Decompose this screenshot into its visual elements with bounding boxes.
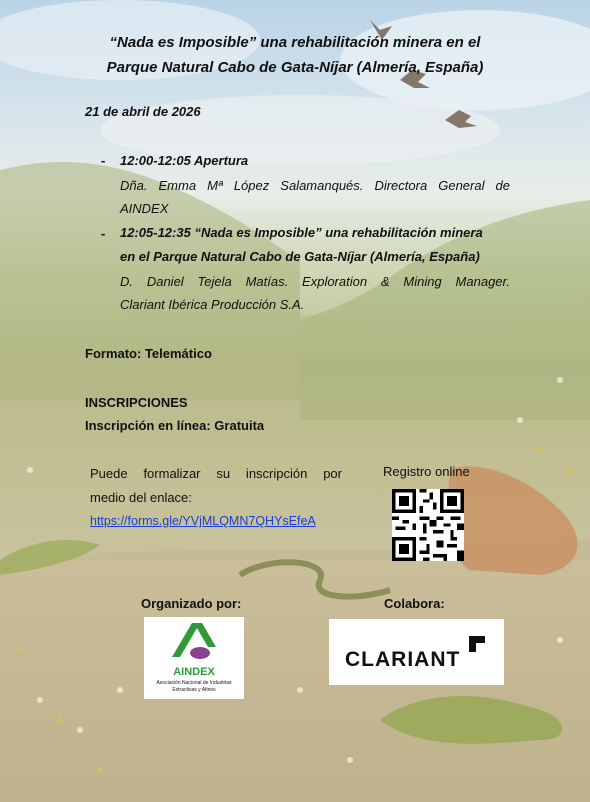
aindex-logo-name: AINDEX [173,666,215,678]
aindex-logo-sub-1: Asociación Nacional de Industrias [156,680,232,686]
agenda-2-body-line-1: D. Daniel Tejela Matías. Exploration & Mining Manager. [120,274,510,289]
collaborates-label: Colabora: [384,596,445,611]
format-label: Formato: Telemático [85,346,212,361]
registration-online: Inscripción en línea: Gratuita [85,418,265,433]
aindex-logo-sub-2: Extractivas y Afines [172,687,216,693]
agenda-1-body-line-2: AINDEX [120,201,169,216]
clariant-mark-icon [469,636,489,656]
registration-heading: INSCRIPCIONES [85,395,188,410]
agenda-2-body-line-2: Clariant Ibérica Producción S.A. [120,297,305,312]
event-date: 21 de abril de 2026 [85,104,201,119]
clariant-logo [329,619,504,685]
agenda-2-head-line-2: en el Parque Natural Cabo de Gata-Níjar (Almería, España) [120,249,480,264]
agenda-bullet-1: - [101,153,106,168]
aindex-logo [144,617,244,699]
registration-link[interactable]: https://forms.gle/YVjMLQMN7QHYsEfeA [90,514,316,528]
title-line-2: Parque Natural Cabo de Gata-Níjar (Almería, España) [106,59,484,76]
event-title [0,30,590,80]
title-line-1: “Nada es Imposible” una rehabilitación minera en el [109,34,481,51]
agenda-1-head: 12:00-12:05 Apertura [120,153,249,168]
organized-by-label: Organizado por: [141,596,242,611]
agenda-2-head-line-1: 12:05-12:35 “Nada es Imposible” una rehabilitación minera [120,225,483,240]
agenda-bullet-2: - [101,226,106,241]
qr-label: Registro online [383,464,470,479]
clariant-logo-name: CLARIANT [345,648,461,671]
registration-text-line-1: Puede formalizar su inscripción por [90,466,342,481]
registration-text-line-2: medio del enlace: [90,490,192,505]
aindex-emblem-icon [144,617,244,661]
qr-code[interactable] [392,489,464,561]
agenda-1-body-line-1: Dña. Emma Mª López Salamanqués. Directora General de [120,178,510,193]
